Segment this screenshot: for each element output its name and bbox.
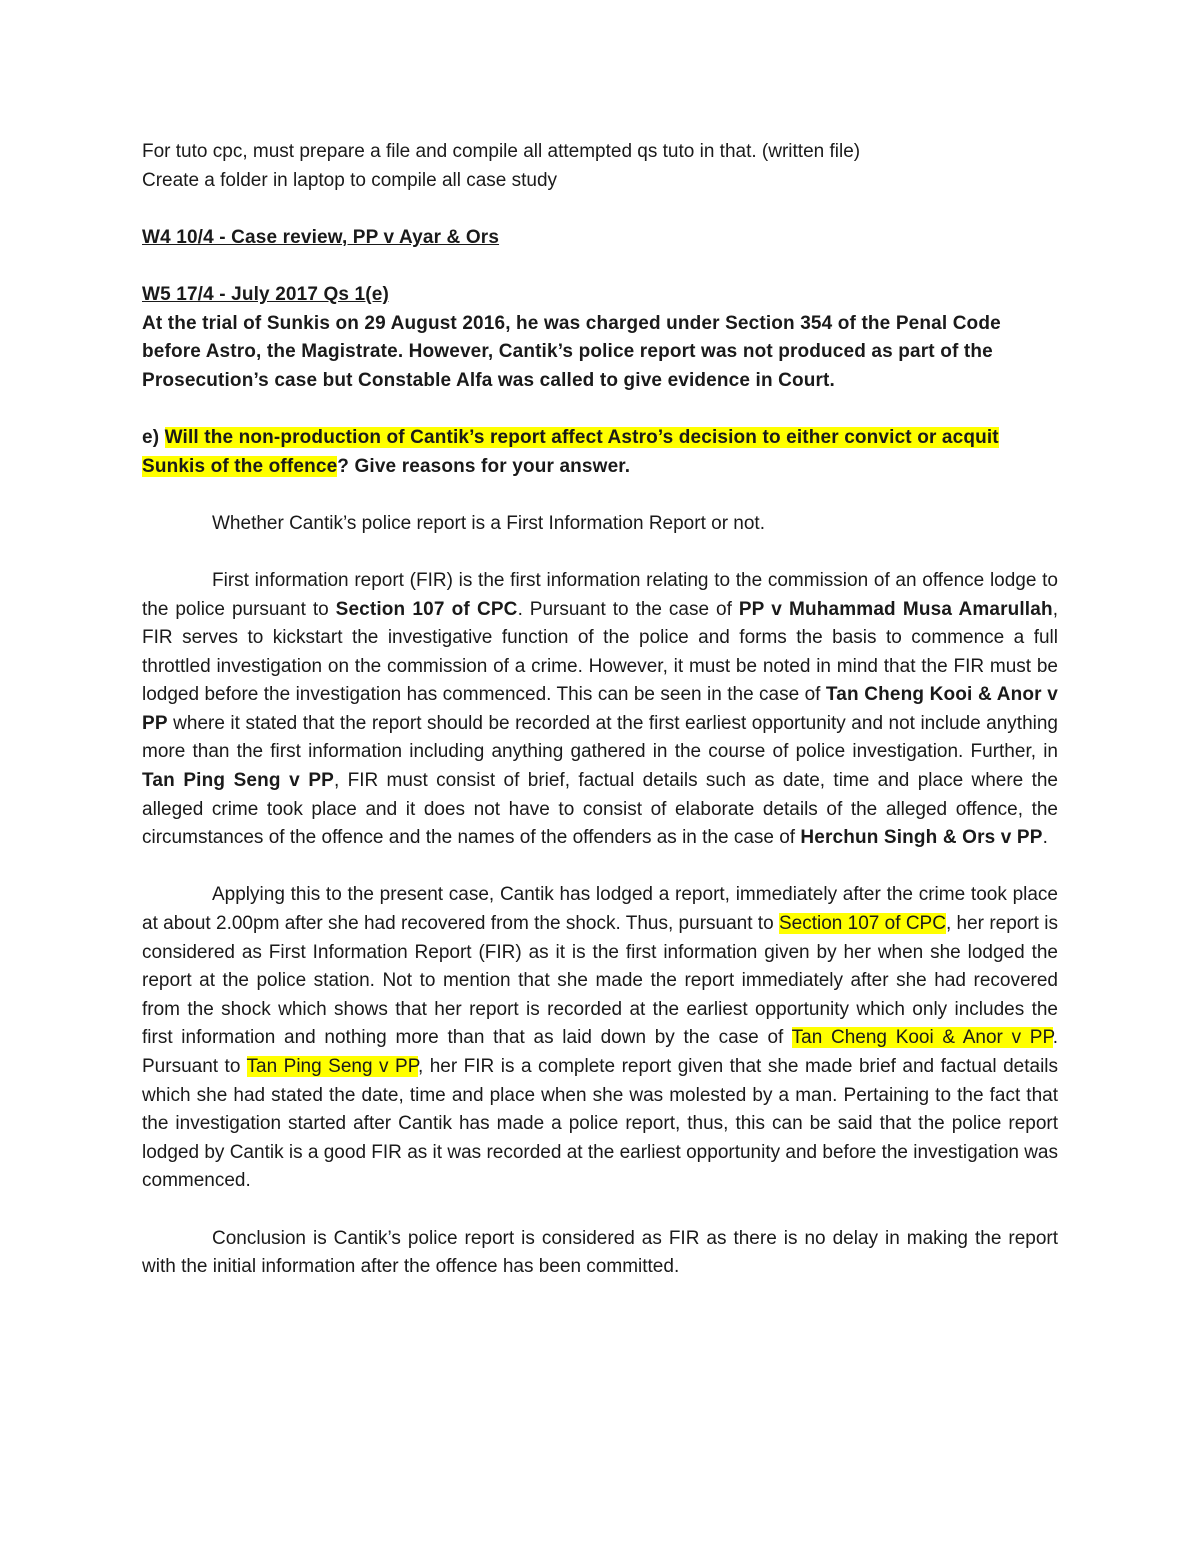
law-text-2: . Pursuant to the case of [517,598,739,620]
w4-heading: W4 10/4 - Case review, PP v Ayar & Ors [142,226,500,248]
question-facts: At the trial of Sunkis on 29 August 2016, he was charged under Section 354 of the Penal Code before Astro, the Magistrate. However, Cantik’s police report was not produced as part of the Prosecution’s case but Constable Alfa was called to give evidence in Court. [142,312,1001,391]
app-text-3: . Pursuant to [142,1027,1058,1077]
question-e-highlighted: Will the non-production of Cantik’s report affect Astro’s decision to either convict or acquit Sunkis of the offence [142,426,999,477]
app-text-1: Applying this to the present case, Cantik has lodged a report, immediately after the crime took place at about 2.00pm after she had recovered from the shock. Thus, pursuant to [142,884,1058,935]
w5-heading: W5 17/4 - July 2017 Qs 1(e) [142,283,389,305]
question-e-prefix: e) [142,426,165,448]
law-text-5: , FIR must consist of brief, factual details such as date, time and place where the alleged crime took place and it does not have to consist of elaborate details of the alleged offence, the circumstances of the offence and the names of the offenders as in the case of [142,770,1058,849]
conclusion-paragraph: Conclusion is Cantik’s police report is considered as FIR as there is no delay in making the report with the initial information after the offence has been committed. [142,1227,1058,1278]
question-e [142,424,1058,481]
app-highlight-section-107: Section 107 of CPC [778,913,946,935]
application-paragraph [142,881,1058,1196]
app-highlight-tan-cheng-kooi: Tan Cheng Kooi & Anor v PP [791,1027,1053,1049]
document-page [142,138,1058,1282]
law-text-1: First information report (FIR) is the first information relating to the commission of an offence lodge to the police pursuant to [142,569,1058,620]
app-highlight-tan-ping-seng: Tan Ping Seng v PP [246,1056,418,1077]
law-text-3: , FIR serves to kickstart the investigative function of the police and forms the basis to commence a full throttled investigation on the commission of a crime. However, it must be noted in mind that the FIR must be lodged before the investigation has commenced. This can be seen in the case of [142,598,1058,706]
law-case-section-107: Section 107 of CPC [335,598,518,620]
app-text-2: , her report is considered as First Information Report (FIR) as it is the first information given by her when she lodged the report at the police station. Not to mention that she made the report immediately after she had recovered from the shock which shows that her report is recorded at the earliest opportunity which only includes the first information and nothing more than that as laid down by the case of [142,913,1058,1049]
law-paragraph [142,567,1058,853]
law-case-tan-cheng-kooi: Tan Cheng Kooi & Anor v PP [142,684,1058,734]
intro-line-2: Create a folder in laptop to compile all case study [142,169,558,191]
issue-paragraph: Whether Cantik’s police report is a First Information Report or not. [212,512,765,534]
intro-line-1: For tuto cpc, must prepare a file and compile all attempted qs tuto in that. (written file) [142,141,861,162]
question-e-suffix: ? Give reasons for your answer. [337,455,631,477]
law-text-4: where it stated that the report should be recorded at the first earliest opportunity and not include anything more than the first information including anything gathered in the course of police investigation. Further, in [142,712,1058,763]
law-case-herchun-singh: Herchun Singh & Ors v PP [800,827,1043,849]
law-case-musa-amarullah: PP v Muhammad Musa Amarullah [738,598,1053,620]
law-text-6: . [1042,827,1048,849]
app-text-4: , her FIR is a complete report given that she made brief and factual details which she had stated the date, time and place when she was molested by a man. Pertaining to the fact that the investigation started after Cantik has made a police report, thus, this can be said that the police report lodged by Cantik is a good FIR as it was recorded at the earliest opportunity and before the investigation was commenced. [142,1056,1059,1192]
law-case-tan-ping-seng: Tan Ping Seng v PP [142,770,334,792]
